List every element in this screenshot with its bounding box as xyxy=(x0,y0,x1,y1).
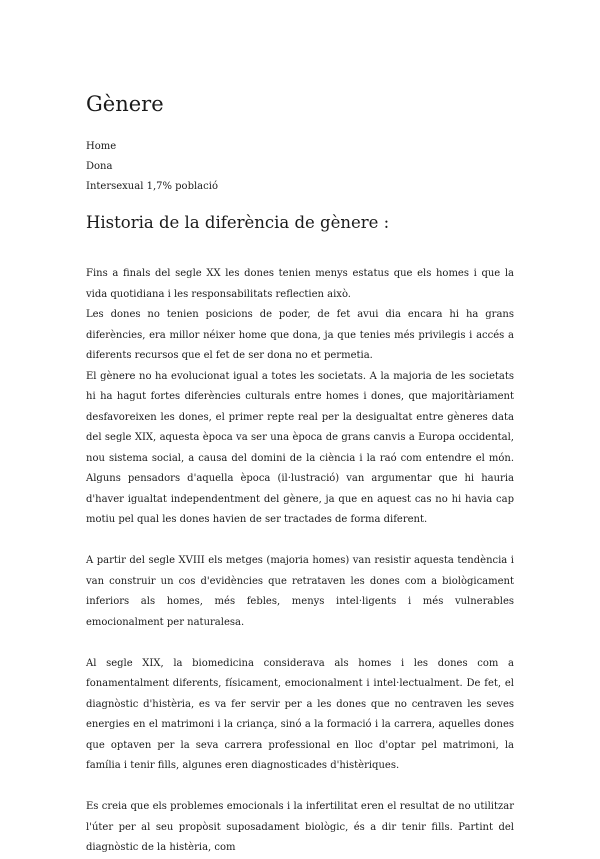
list-item: Dona xyxy=(86,161,113,172)
document-title: Gènere xyxy=(86,92,164,116)
paragraph: Les dones no tenien posicions de poder, de fet avui dia encara hi ha grans diferències, era millor néixer home que dona, ja que tenies més privilegis i accés a diferents recursos que el fet de ser dona no et permetia. xyxy=(86,309,514,361)
body-text xyxy=(86,264,514,859)
paragraph: Al segle XIX, la biomedicina considerava als homes i les dones com a fonamentalment diferents, físicament, emocionalment i intel·lectualment. De fet, el diagnòstic d'histèria, es va fer servir per a les dones que no centraven les seves energies en el matrimoni i la criança, sinó a la formació i la carrera, aquelles dones que optaven per la seva carrera professional en lloc d'optar pel matrimoni, la família i tenir fills, algunes eren diagnosticades d'histèriques. xyxy=(86,657,514,771)
list-item: Home xyxy=(86,141,117,152)
gender-list xyxy=(86,140,218,200)
paragraph: El gènere no ha evolucionat igual a totes les societats. A la majoria de les societats hi ha hagut fortes diferències culturals entre homes i dones, que majoritàriament desfavoreixen les dones, el primer repte real per la desigualtat entre gèneres data del segle XIX, aquesta època va ser una època de grans canvis a Europa occidental, nou sistema social, a causa del domini de la ciència i la raó com entendre el món. Alguns pensadors d'aquella època (il·lustració) van argumentar que hi hauria d'haver igualtat independentment del gènere, ja que en aquest cas no hi havia cap motiu pel qual les dones havien de ser tractades de forma diferent. xyxy=(86,370,514,525)
list-item: Intersexual 1,7% població xyxy=(86,181,218,192)
paragraph: Fins a finals del segle XX les dones tenien menys estatus que els homes i que la vida quotidiana i les responsabilitats reflectien això. xyxy=(86,268,514,300)
paragraph: A partir del segle XVIII els metges (majoria homes) van resistir aquesta tendència i van construir un cos d'evidències que retrataven les dones com a biològicament inferiors als homes, més febles, menys intel·ligents i més vulnerables emocionalment per naturalesa. xyxy=(86,555,514,628)
paragraph: Es creia que els problemes emocionals i la infertilitat eren el resultat de no utilitzar l'úter per al seu propòsit suposadament biològic, és a dir tenir fills. Partint del diagnòstic de la histèria, com xyxy=(86,801,514,853)
section-heading: Historia de la diferència de gènere : xyxy=(86,213,390,232)
